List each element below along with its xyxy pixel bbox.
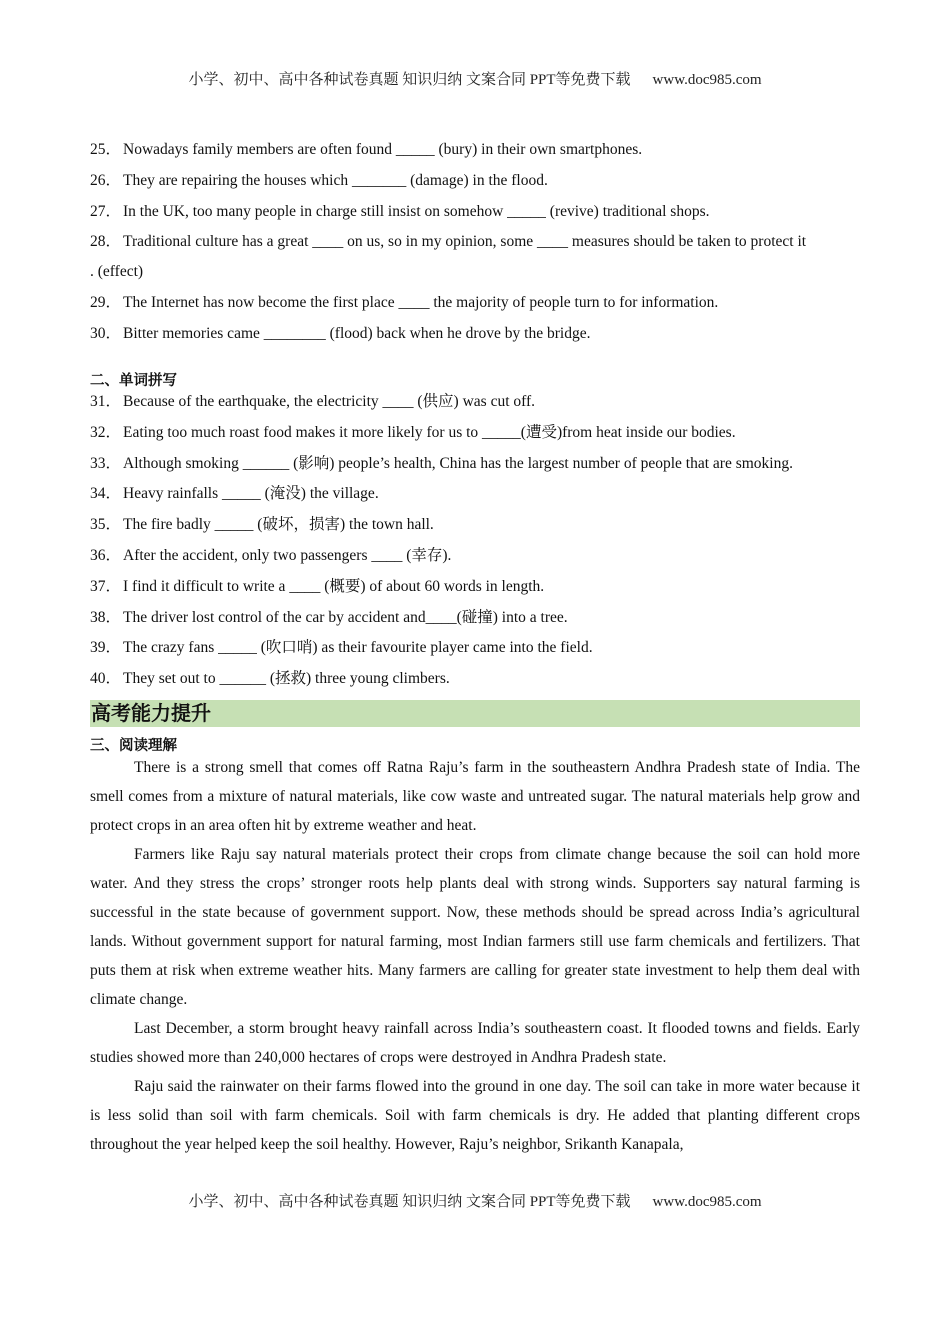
question-text: Eating too much roast food makes it more likely for us to _____(遭受)from heat inside our bodies. <box>123 423 736 441</box>
footer-text: 小学、初中、高中各种试卷真题 知识归纳 文案合同 PPT等免费下载 <box>188 1194 631 1210</box>
question-number: 32． <box>90 423 122 441</box>
question-text: Heavy rainfalls _____ (淹没) the village. <box>123 485 379 503</box>
passage-paragraph: Raju said the rainwater on their farms flowed into the ground in one day. The soil can take in more water because it is less solid than soil with farm chemicals. Soil with farm chemicals is dry. He added that planting different crops throughout the year helped keep the soil healthy. However, Raju’s neighbor, Srikanth Kanapala, <box>90 1077 860 1153</box>
section-title-word-spelling: 二、单词拼写 <box>90 372 177 389</box>
question-text: Bitter memories came ________ (flood) back when he drove by the bridge. <box>123 324 591 342</box>
question-number: 27． <box>90 202 122 220</box>
question-item <box>90 546 860 566</box>
question-item <box>90 515 860 535</box>
question-text: I find it difficult to write a ____ (概要) of about 60 words in length. <box>123 577 545 595</box>
question-number: 34． <box>90 485 122 503</box>
question-number: 35． <box>90 516 122 534</box>
question-item <box>90 608 860 628</box>
question-number: 25． <box>90 141 122 158</box>
question-item <box>90 171 860 191</box>
question-text: Nowadays family members are often found _____ (bury) in their own smartphones. <box>123 141 643 158</box>
question-number: 36． <box>90 546 122 564</box>
passage-paragraph: There is a strong smell that comes off Ratna Raju’s farm in the southeastern Andhra Pradesh state of India. The smell comes from a mixture of natural materials, like cow waste and untreated sugar. The natural materials help grow and protect crops in an area often hit by extreme weather and heat. <box>90 758 860 834</box>
question-text: After the accident, only two passengers ____ (幸存). <box>123 546 452 564</box>
question-number: 30． <box>90 324 122 342</box>
question-item <box>90 638 860 658</box>
passage-paragraph: Last December, a storm brought heavy rainfall across India’s southeastern coast. It flooded towns and fields. Early studies showed more than 240,000 hectares of crops were destroyed in Andhra Pradesh state. <box>90 1019 860 1066</box>
question-item <box>90 324 860 344</box>
question-item <box>90 669 860 689</box>
header-url[interactable]: www.doc985.com <box>652 72 762 88</box>
word-spelling-questions <box>90 392 860 689</box>
question-number: 38． <box>90 608 122 626</box>
question-item <box>90 293 860 313</box>
question-text: In the UK, too many people in charge still insist on somehow _____ (revive) traditional shops. <box>123 202 710 220</box>
question-text: Although smoking ______ (影响) people’s health, China has the largest number of people that are smoking. <box>123 454 793 472</box>
question-text: Because of the earthquake, the electricity ____ (供应) was cut off. <box>123 392 536 410</box>
question-text: The driver lost control of the car by accident and____(碰撞) into a tree. <box>123 608 568 626</box>
page-header <box>0 68 950 89</box>
reading-passage <box>90 753 860 1159</box>
question-item <box>90 232 860 282</box>
header-text: 小学、初中、高中各种试卷真题 知识归纳 文案合同 PPT等免费下载 <box>188 72 631 88</box>
question-item <box>90 484 860 504</box>
ability-banner: 高考能力提升 <box>90 700 860 727</box>
section-title-reading: 三、阅读理解 <box>90 737 177 754</box>
passage-paragraph: Farmers like Raju say natural materials protect their crops from climate change because the soil can hold more water. And they stress the crops’ stronger roots help plants deal with strong winds. Supporters say natural farming is successful in the state because of government support. Now, these methods should be spread across India’s agricultural lands. Without government support for natural farming, most Indian farmers still use farm chemicals and fertilizers. That puts them at risk when extreme weather hits. Many farmers are calling for greater state investment to help them deal with climate change. <box>90 845 860 1008</box>
question-text-continued: . (effect) <box>90 263 144 281</box>
question-number: 40． <box>90 670 122 688</box>
question-number: 26． <box>90 171 122 189</box>
question-item <box>90 577 860 597</box>
fill-in-questions <box>90 140 860 344</box>
question-number: 29． <box>90 294 122 312</box>
document-body <box>90 140 860 1159</box>
question-text: They are repairing the houses which _______ (damage) in the flood. <box>123 171 548 189</box>
question-text: Traditional culture has a great ____ on us, so in my opinion, some ____ measures should be taken to protect it <box>123 233 807 251</box>
question-text: The fire badly _____ (破坏，损害) the town hall. <box>123 516 434 534</box>
question-text: They set out to ______ (拯救) three young climbers. <box>123 670 450 688</box>
question-item <box>90 202 860 222</box>
question-item <box>90 392 860 412</box>
footer-url[interactable]: www.doc985.com <box>652 1194 762 1210</box>
question-number: 33． <box>90 454 122 472</box>
question-number: 31． <box>90 392 122 410</box>
question-item <box>90 140 860 160</box>
question-number: 37． <box>90 577 122 595</box>
question-number: 39． <box>90 639 122 657</box>
question-item <box>90 423 860 443</box>
question-text: The Internet has now become the first place ____ the majority of people turn to for information. <box>123 294 719 312</box>
question-item <box>90 454 860 474</box>
question-number: 28． <box>90 233 122 251</box>
question-text: The crazy fans _____ (吹口哨) as their favourite player came into the field. <box>123 639 593 657</box>
page-footer <box>0 1190 950 1211</box>
